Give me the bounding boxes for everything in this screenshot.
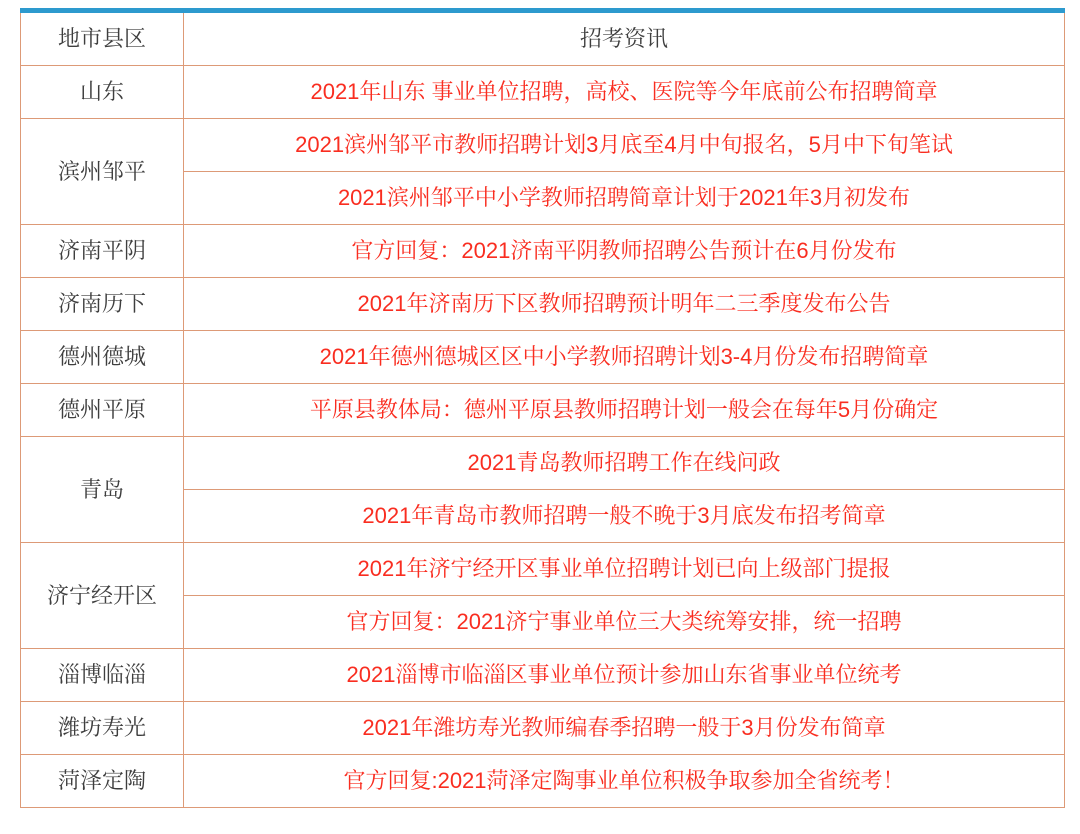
region-column-header: 地市县区: [21, 11, 184, 66]
recruitment-table: [20, 8, 1065, 808]
info-link[interactable]: 平原县教体局：德州平原县教师招聘计划一般会在每年5月份确定: [184, 384, 1065, 437]
table-row: [21, 702, 1065, 755]
info-link[interactable]: 2021滨州邹平中小学教师招聘简章计划于2021年3月初发布: [184, 172, 1065, 225]
table-row: [21, 119, 1065, 172]
table-row: [21, 755, 1065, 808]
table-row: [21, 437, 1065, 490]
region-cell: 济南历下: [21, 278, 184, 331]
info-column-header: 招考资讯: [184, 11, 1065, 66]
table-row: [21, 225, 1065, 278]
info-link[interactable]: 2021青岛教师招聘工作在线问政: [184, 437, 1065, 490]
info-link[interactable]: 官方回复：2021济宁事业单位三大类统筹安排，统一招聘: [184, 596, 1065, 649]
region-cell: 青岛: [21, 437, 184, 543]
info-link[interactable]: 2021年济南历下区教师招聘预计明年二三季度发布公告: [184, 278, 1065, 331]
info-link[interactable]: 2021淄博市临淄区事业单位预计参加山东省事业单位统考: [184, 649, 1065, 702]
info-link[interactable]: 2021年青岛市教师招聘一般不晚于3月底发布招考简章: [184, 490, 1065, 543]
table-row: [21, 278, 1065, 331]
region-cell: 滨州邹平: [21, 119, 184, 225]
region-cell: 济南平阴: [21, 225, 184, 278]
table-row: [21, 331, 1065, 384]
info-link[interactable]: 2021年德州德城区区中小学教师招聘计划3-4月份发布招聘简章: [184, 331, 1065, 384]
region-cell: 德州德城: [21, 331, 184, 384]
region-cell: 潍坊寿光: [21, 702, 184, 755]
region-cell: 山东: [21, 66, 184, 119]
region-cell: 菏泽定陶: [21, 755, 184, 808]
region-cell: 淄博临淄: [21, 649, 184, 702]
info-link[interactable]: 2021年济宁经开区事业单位招聘计划已向上级部门提报: [184, 543, 1065, 596]
table-row: [21, 66, 1065, 119]
info-link[interactable]: 2021年潍坊寿光教师编春季招聘一般于3月份发布简章: [184, 702, 1065, 755]
table-row: [21, 649, 1065, 702]
table-row: [21, 384, 1065, 437]
info-link[interactable]: 2021年山东 事业单位招聘，高校、医院等今年底前公布招聘简章: [184, 66, 1065, 119]
info-link[interactable]: 2021滨州邹平市教师招聘计划3月底至4月中旬报名，5月中下旬笔试: [184, 119, 1065, 172]
info-link[interactable]: 官方回复：2021济南平阴教师招聘公告预计在6月份发布: [184, 225, 1065, 278]
region-cell: 德州平原: [21, 384, 184, 437]
header-row: [21, 11, 1065, 66]
info-link[interactable]: 官方回复:2021菏泽定陶事业单位积极争取参加全省统考！: [184, 755, 1065, 808]
region-cell: 济宁经开区: [21, 543, 184, 649]
table-row: [21, 543, 1065, 596]
